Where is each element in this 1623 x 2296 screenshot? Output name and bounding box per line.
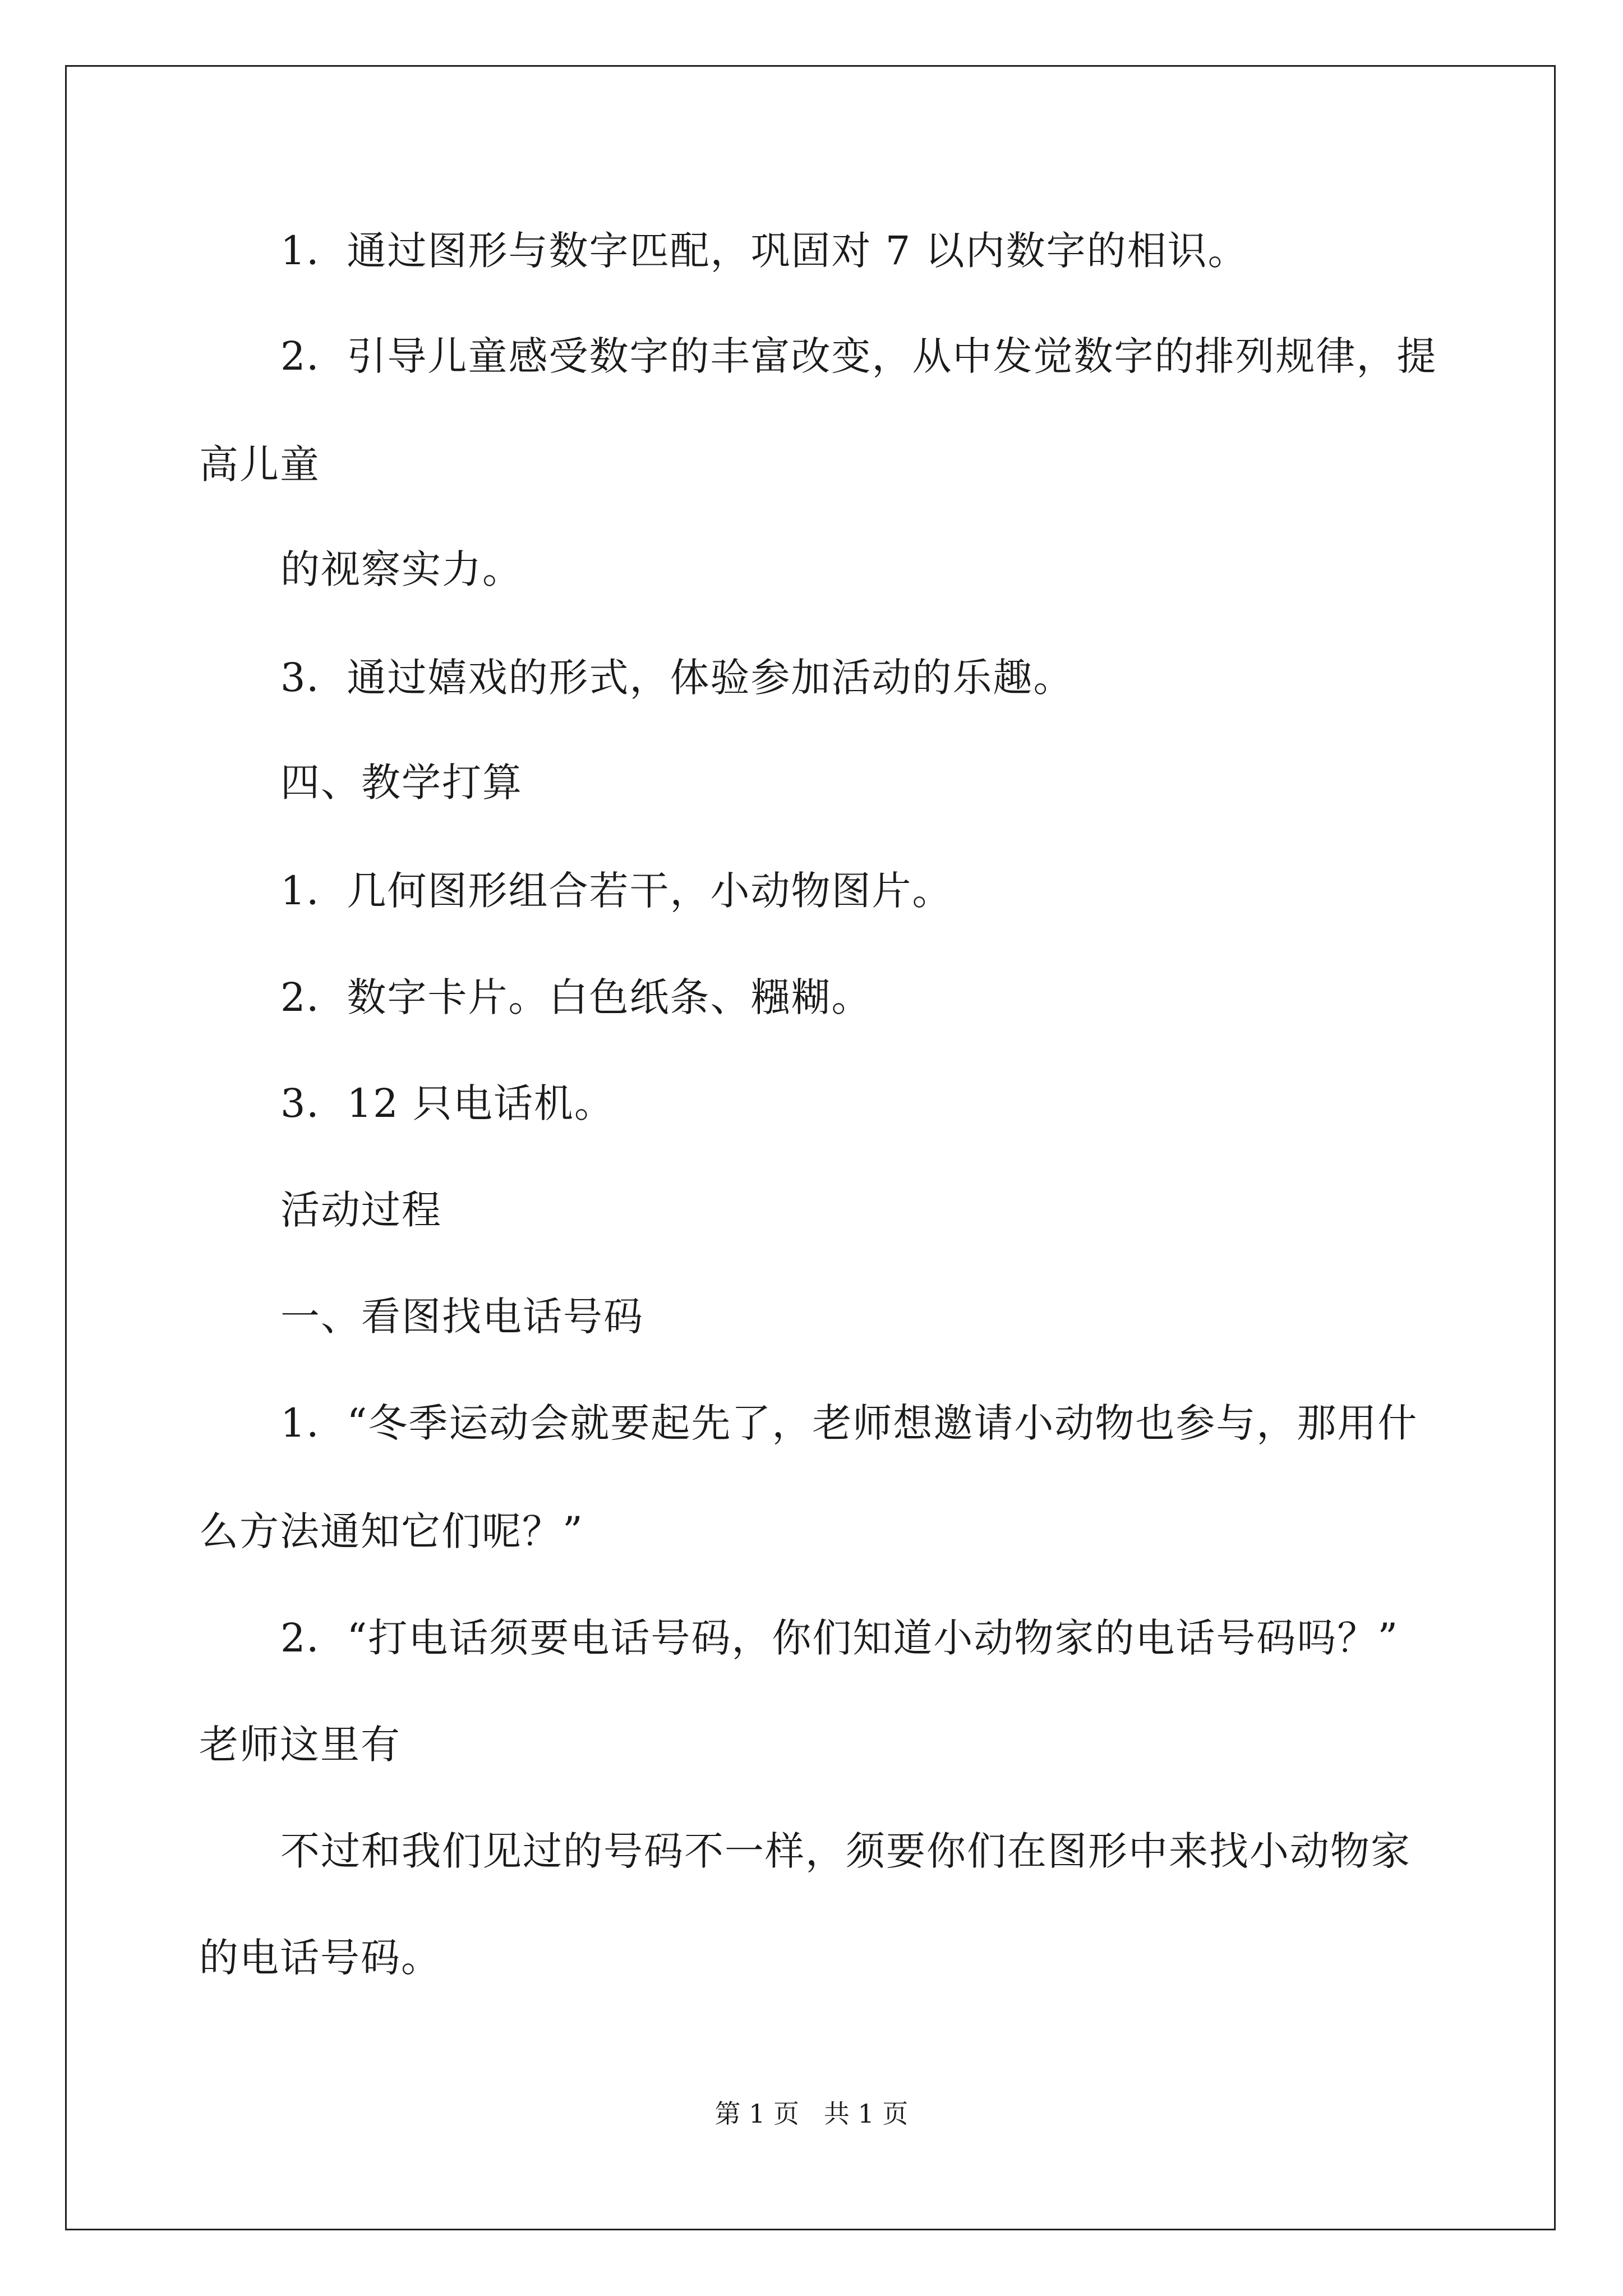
paragraph-line: 么方法通知它们呢？” bbox=[199, 1508, 584, 1554]
paragraph-line: 1．通过图形与数字匹配，巩固对 7 以内数字的相识。 bbox=[280, 228, 1248, 274]
paragraph-line: 不过和我们见过的号码不一样，须要你们在图形中来找小动物家 bbox=[280, 1828, 1411, 1874]
paragraph-line: 2．“打电话须要电话号码，你们知道小动物家的电话号码吗？” bbox=[280, 1615, 1399, 1661]
paragraph-line: 3．12 只电话机。 bbox=[280, 1080, 615, 1126]
paragraph-line: 高儿童 bbox=[199, 441, 320, 487]
paragraph-line: 老师这里有 bbox=[199, 1722, 401, 1768]
page-border bbox=[65, 65, 1556, 2230]
paragraph-line: 2．引导儿童感受数字的丰富改变，从中发觉数字的排列规律，提 bbox=[280, 333, 1437, 379]
paragraph-line: 3．通过嬉戏的形式，体验参加活动的乐趣。 bbox=[280, 655, 1074, 701]
paragraph-line: 2．数字卡片。白色纸条、糨糊。 bbox=[280, 974, 872, 1020]
section-heading: 一、看图找电话号码 bbox=[280, 1294, 644, 1340]
paragraph-line: 的视察实力。 bbox=[280, 546, 523, 592]
section-heading: 四、教学打算 bbox=[280, 760, 523, 806]
section-heading: 活动过程 bbox=[280, 1187, 442, 1233]
page-footer: 第 1 页 共 1 页 bbox=[714, 2099, 909, 2129]
paragraph-line: 1．“冬季运动会就要起先了，老师想邀请小动物也参与，那用什 bbox=[280, 1400, 1418, 1446]
paragraph-line: 1．几何图形组合若干，小动物图片。 bbox=[280, 868, 953, 914]
paragraph-line: 的电话号码。 bbox=[199, 1935, 441, 1981]
